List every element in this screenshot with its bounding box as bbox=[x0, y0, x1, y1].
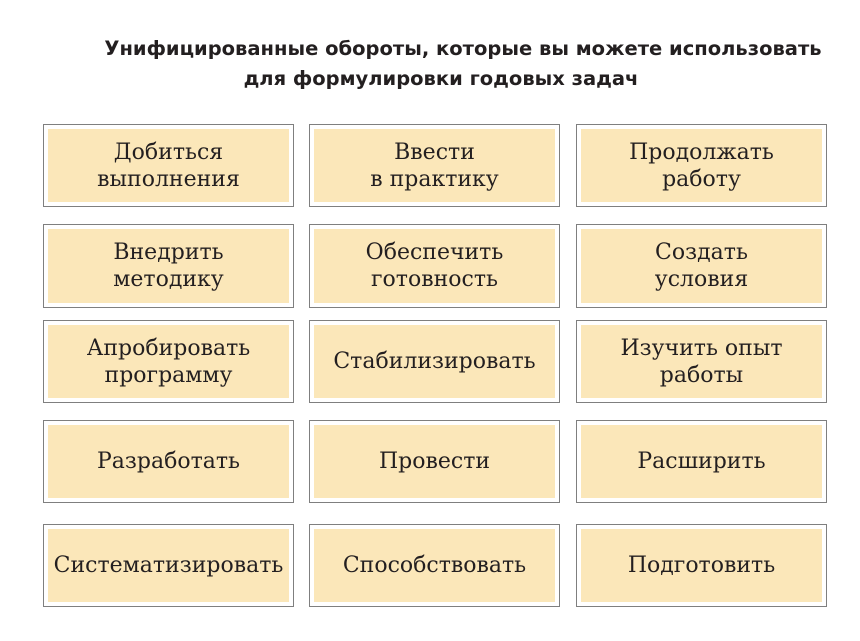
phrase-box-fill bbox=[48, 229, 289, 303]
phrase-box-fill bbox=[581, 129, 822, 202]
phrase-box bbox=[43, 524, 294, 607]
phrase-box-fill bbox=[314, 229, 555, 303]
phrase-box bbox=[309, 420, 560, 503]
phrase-box bbox=[43, 320, 294, 403]
phrase-label: Изучить опыт работы bbox=[620, 335, 783, 388]
phrase-label: Расширить bbox=[637, 449, 766, 474]
phrase-label: Апробировать программу bbox=[86, 335, 251, 388]
phrase-box bbox=[309, 224, 560, 308]
phrase-box-fill bbox=[48, 425, 289, 498]
phrase-box bbox=[576, 224, 827, 308]
phrase-box bbox=[309, 524, 560, 607]
phrase-label: Создать условия bbox=[654, 240, 749, 292]
phrase-box bbox=[309, 320, 560, 403]
phrase-label: Обеспечить готовность bbox=[365, 240, 504, 292]
phrase-box-fill bbox=[581, 325, 822, 398]
phrase-box-fill bbox=[581, 425, 822, 498]
phrase-box-fill bbox=[314, 325, 555, 398]
phrase-label: Ввести в практику bbox=[370, 139, 499, 192]
phrase-label: Провести bbox=[378, 449, 491, 474]
phrase-label: Систематизировать bbox=[53, 553, 284, 578]
phrase-box bbox=[576, 420, 827, 503]
phrase-box-fill bbox=[581, 529, 822, 602]
phrase-box-fill bbox=[48, 325, 289, 398]
phrase-box bbox=[576, 524, 827, 607]
phrase-box bbox=[43, 124, 294, 207]
phrase-box bbox=[43, 224, 294, 308]
phrase-box bbox=[309, 124, 560, 207]
phrase-label: Стабилизировать bbox=[333, 349, 536, 374]
phrase-label: Разработать bbox=[96, 449, 241, 474]
phrase-box-fill bbox=[48, 129, 289, 202]
phrase-box-fill bbox=[581, 229, 822, 303]
phrase-label: Способствовать bbox=[342, 553, 527, 578]
phrase-label: Добиться выполнения bbox=[97, 139, 240, 192]
phrase-box-fill bbox=[314, 129, 555, 202]
title-line-1: Унифицированные обороты, которые вы можете использовать bbox=[104, 37, 822, 60]
title-line-2: для формулировки годовых задач bbox=[243, 67, 639, 90]
phrase-box bbox=[576, 320, 827, 403]
phrase-label: Внедрить методику bbox=[113, 240, 224, 292]
phrase-box-fill bbox=[314, 529, 555, 602]
phrase-box bbox=[576, 124, 827, 207]
phrase-label: Подготовить bbox=[627, 553, 776, 578]
phrase-box-fill bbox=[48, 529, 289, 602]
phrase-box-fill bbox=[314, 425, 555, 498]
phrase-label: Продолжать работу bbox=[629, 139, 774, 192]
phrase-box bbox=[43, 420, 294, 503]
